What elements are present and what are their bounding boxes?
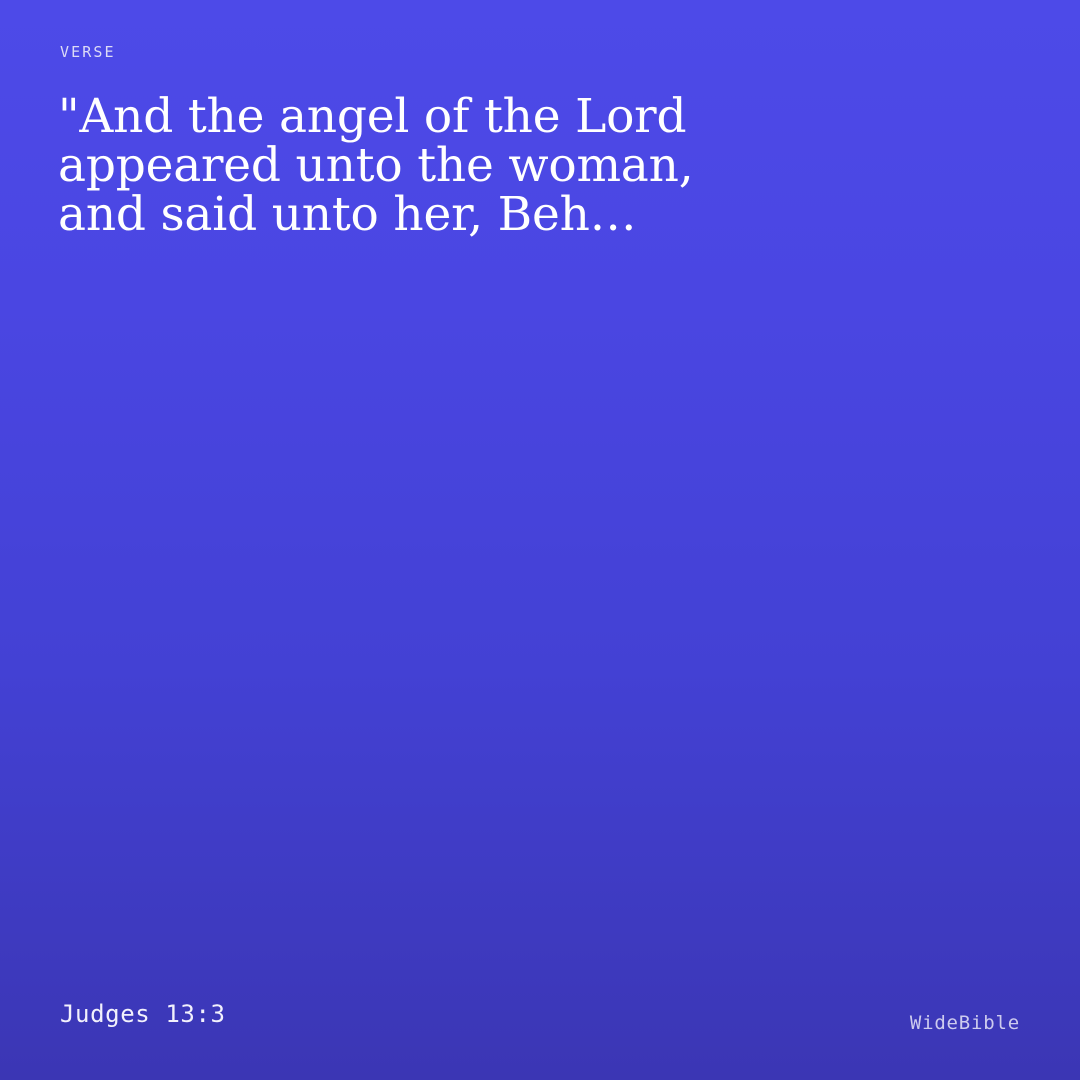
verse-text: "And the angel of the Lord appeared unto the woman, and said unto her, Beh…: [58, 89, 694, 242]
brand-wordmark: WideBible: [909, 1012, 1020, 1034]
card-eyebrow-label: VERSE: [60, 43, 116, 61]
verse-reference: Judges 13:3: [60, 1000, 226, 1028]
